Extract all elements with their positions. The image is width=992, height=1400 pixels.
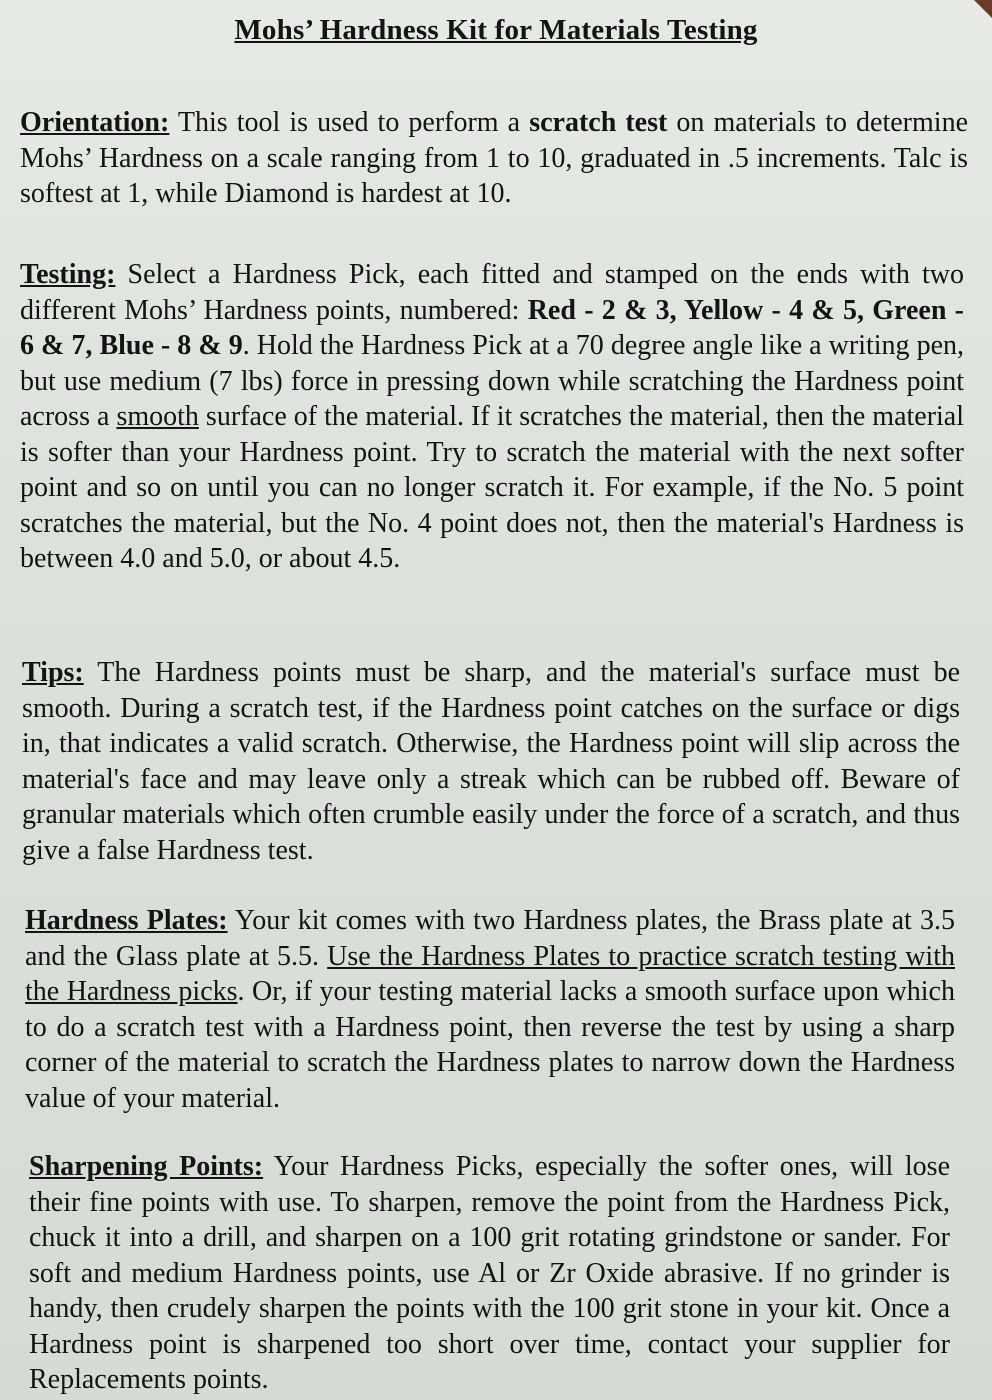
orientation-text-1: This tool is used to perform a	[169, 107, 530, 138]
hardness-plates-text-1: Your kit comes with two Hardness plates, the Brass plate at 3.5 and the Glass plate at 5.5.	[25, 905, 955, 972]
orientation-paragraph	[20, 105, 968, 212]
orientation-bold-1: scratch test	[529, 107, 668, 138]
orientation-text-2: on materials to determine Mohs’ Hardness on a scale ranging from 1 to 10, graduated in .5 increments. Talc is softest at 1, while Diamond is hardest at 10.	[20, 107, 968, 209]
tips-text-1: The Hardness points must be sharp, and the material's surface must be smooth. During a scratch test, if the Hardness point catches on the surface or digs in, that indicates a valid scratch. Otherwise, the Hardness point will slip across the material's face and may leave only a streak which can be rubbed off. Beware of granular materials which often crumble easily under the force of a scratch, and thus give a false Hardness test.	[22, 657, 960, 866]
hardness-plates-paragraph	[25, 903, 955, 1116]
orientation-heading: Orientation:	[20, 107, 170, 138]
testing-heading: Testing:	[20, 259, 116, 290]
tips-paragraph	[22, 655, 960, 868]
testing-text-3: surface of the material. If it scratches the material, then the material is softer than your Hardness point. Try to scratch the material with the next softer point and so on until you can no longer scratch it. For example, if the No. 5 point scratches the material, but the No. 4 point does not, then the material's Hardness is between 4.0 and 5.0, or about 4.5.	[20, 401, 965, 574]
testing-bold-1: Red - 2 & 3, Yellow - 4 & 5, Green - 6 & 7, Blue - 8 & 9	[20, 294, 964, 361]
sharpening-text-1: Your Hardness Picks, especially the softer ones, will lose their fine points with use. To sharpen, remove the point from the Hardness Pick, chuck it into a drill, and sharpen on a 100 grit rotating grindstone or sander. For soft and medium Hardness points, use Al or Zr Oxide abrasive. If no grinder is handy, then crudely sharpen the points with the 100 grit stone in your kit. Once a Hardness point is sharpened too short over time, contact your supplier for Replacements points.	[29, 1151, 951, 1395]
tips-heading: Tips:	[22, 657, 84, 688]
testing-underline-1: smooth	[116, 401, 199, 432]
document-title: Mohs’ Hardness Kit for Materials Testing	[234, 14, 758, 46]
sharpening-paragraph	[29, 1149, 950, 1398]
testing-text-2: . Hold the Hardness Pick at a 70 degree angle like a writing pen, but use medium (7 lbs) force in pressing down while scratching the Hardness point across a	[20, 330, 964, 432]
hardness-plates-underline-1: Use the Hardness Plates to practice scratch testing with the Hardness picks	[25, 940, 955, 1007]
hardness-plates-heading: Hardness Plates:	[25, 905, 228, 936]
testing-paragraph	[20, 257, 964, 577]
hardness-plates-text-2: . Or, if your testing material lacks a smooth surface upon which to do a scratch test with a Hardness point, then reverse the test by using a sharp corner of the material to scratch the Hardness plates to narrow down the Hardness value of your material.	[25, 976, 955, 1114]
testing-text-1: Select a Hardness Pick, each fitted and stamped on the ends with two different Mohs’ Hardness points, numbered:	[20, 259, 964, 326]
sharpening-heading: Sharpening Points:	[29, 1151, 264, 1182]
